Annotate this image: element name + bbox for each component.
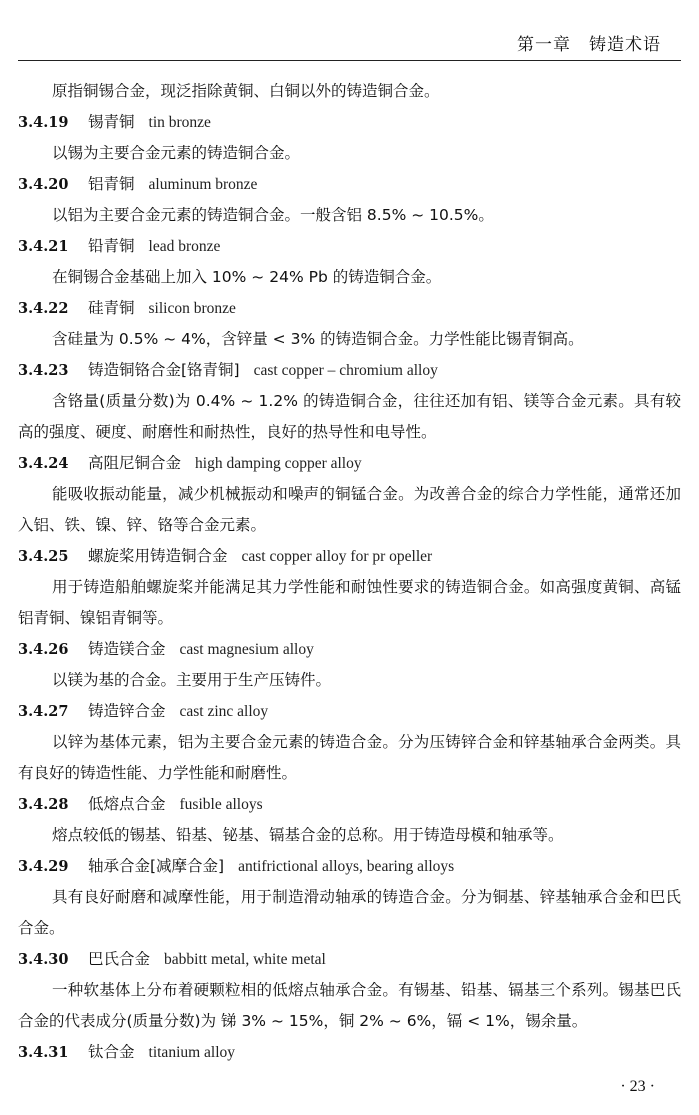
header-rule [18,60,681,61]
entry-heading [18,944,681,975]
entry-heading [18,107,681,138]
entry-english-term: titanium alloy [148,1044,236,1061]
entry-english-term: silicon bronze [148,300,236,317]
entry-number: 3.4.28 [18,796,69,813]
entry-number: 3.4.25 [18,548,69,565]
entry-number: 3.4.19 [18,114,69,131]
entry-definition: 以锡为主要合金元素的铸造铜合金。 [52,144,301,162]
entry-heading [18,789,681,820]
entry-number: 3.4.27 [18,703,69,720]
entry-definition: 具有良好耐磨和减摩性能，用于制造滑动轴承的铸造合金。分为铜基、锌基轴承合金和巴氏合金。 [18,888,681,937]
entry-definition: 熔点较低的锡基、铅基、铋基、镉基合金的总称。用于铸造母模和轴承等。 [52,826,564,844]
entry-english-term: cast zinc alloy [179,703,269,720]
entry-term: 钛合金 [88,1043,135,1061]
entry-english-term: babbitt metal, white metal [164,951,326,968]
entry-term: 铸造铜铬合金[铬青铜] [88,361,240,379]
entry-heading [18,851,681,882]
entry-term: 铝青铜 [88,175,135,193]
entry-english-term: cast copper alloy for pr opeller [241,548,433,565]
entry-number: 3.4.24 [18,455,69,472]
entry-definition: 含铬量(质量分数)为 0.4% ~ 1.2% 的铸造铜合金，往往还加有铝、镁等合金元素。具有较高的强度、硬度、耐磨性和耐热性，良好的热导性和电导性。 [18,392,681,441]
entry-heading [18,355,681,386]
entry-english-term: antifrictional alloys, bearing alloys [238,858,455,875]
entry-english-term: cast magnesium alloy [179,641,314,658]
entry-english-term: aluminum bronze [148,176,258,193]
intro-paragraph: 原指铜锡合金，现泛指除黄铜、白铜以外的铸造铜合金。 [52,82,440,100]
entry-english-term: fusible alloys [179,796,263,813]
entry-heading [18,293,681,324]
entry-definition: 以铝为主要合金元素的铸造铜合金。一般含铝 8.5% ~ 10.5%。 [52,206,494,224]
entry-definition: 一种软基体上分布着硬颗粒相的低熔点轴承合金。有锡基、铅基、镉基三个系列。锡基巴氏合金的代表成分(质量分数)为 锑 3% ~ 15%，铜 2% ~ 6%，镉 < 1%，锡余量。 [18,981,681,1030]
entry-heading [18,634,681,665]
entry-term: 铸造锌合金 [88,702,166,720]
entry-number: 3.4.20 [18,176,69,193]
entry-english-term: cast copper – chromium alloy [253,362,438,379]
entry-number: 3.4.22 [18,300,69,317]
entry-number: 3.4.21 [18,238,69,255]
entry-heading [18,448,681,479]
entry-term: 巴氏合金 [88,950,151,968]
entry-heading [18,231,681,262]
entry-heading [18,1037,681,1068]
page-content [18,76,681,1068]
entry-english-term: high damping copper alloy [195,455,362,472]
entry-term: 轴承合金[减摩合金] [88,857,225,875]
entry-term: 铸造镁合金 [88,640,166,658]
entry-definition: 以镁为基的合金。主要用于生产压铸件。 [52,671,332,689]
page-number: · 23 · [620,1078,655,1095]
entry-number: 3.4.30 [18,951,69,968]
entry-number: 3.4.31 [18,1044,69,1061]
entry-term: 螺旋桨用铸造铜合金 [88,547,228,565]
entry-number: 3.4.29 [18,858,69,875]
entry-definition: 含硅量为 0.5% ~ 4%，含锌量 < 3% 的铸造铜合金。力学性能比锡青铜高。 [52,330,584,348]
entry-definition: 用于铸造船舶螺旋桨并能满足其力学性能和耐蚀性要求的铸造铜合金。如高强度黄铜、高锰铝青铜、镍铝青铜等。 [18,578,681,627]
entry-heading [18,696,681,727]
entry-term: 铅青铜 [88,237,135,255]
entry-definition: 以锌为基体元素，铝为主要合金元素的铸造合金。分为压铸锌合金和锌基轴承合金两类。具有良好的铸造性能、力学性能和耐磨性。 [18,733,681,782]
entry-english-term: tin bronze [148,114,211,131]
running-header: 第一章 铸造术语 [517,35,661,55]
entry-list [18,107,681,1068]
entry-term: 硅青铜 [88,299,135,317]
entry-definition: 能吸收振动能量，减少机械振动和噪声的铜锰合金。为改善合金的综合力学性能，通常还加入铝、铁、镍、锌、铬等合金元素。 [18,485,681,534]
entry-number: 3.4.23 [18,362,69,379]
entry-heading [18,541,681,572]
entry-heading [18,169,681,200]
entry-english-term: lead bronze [148,238,221,255]
entry-term: 低熔点合金 [88,795,166,813]
entry-number: 3.4.26 [18,641,69,658]
entry-term: 高阻尼铜合金 [88,454,182,472]
entry-definition: 在铜锡合金基础上加入 10% ~ 24% Pb 的铸造铜合金。 [52,268,442,286]
entry-term: 锡青铜 [88,113,135,131]
